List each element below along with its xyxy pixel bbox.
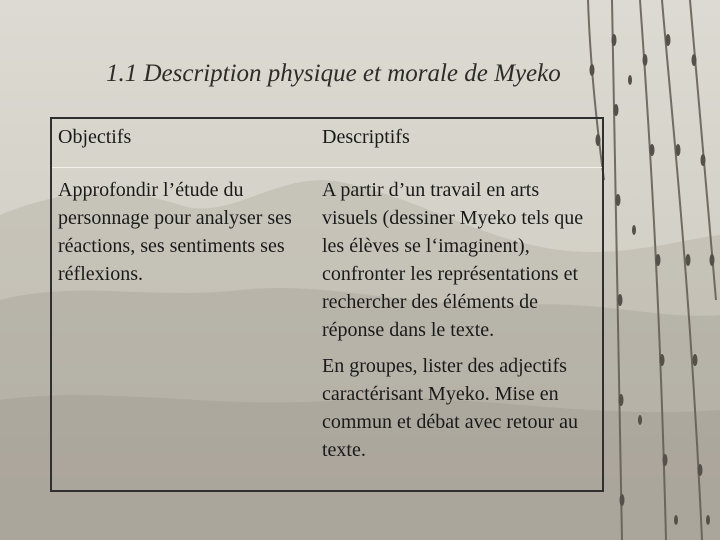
descriptif-paragraph-2: En groupes, lister des adjectifs caractérisant Myeko. Mise en commun et débat avec retour au texte. (322, 355, 578, 461)
objectif-text: Approfondir l’étude du personnage pour analyser ses réactions, ses sentiments ses réflexions. (58, 179, 292, 285)
descriptif-paragraph-1: A partir d’un travail en arts visuels (dessiner Myeko tels que les élèves se l‘imaginent), confronter les représentations et rechercher des éléments de réponse dans le texte. (322, 179, 584, 341)
table-row (51, 168, 603, 492)
cell-descriptifs (316, 168, 603, 492)
objectives-table (50, 117, 604, 492)
table-header-row (51, 118, 603, 168)
header-descriptifs: Descriptifs (316, 118, 603, 168)
header-objectifs: Objectifs (51, 118, 316, 168)
cell-objectif (51, 168, 316, 492)
slide-title: 1.1 Description physique et morale de Myeko (106, 60, 561, 87)
